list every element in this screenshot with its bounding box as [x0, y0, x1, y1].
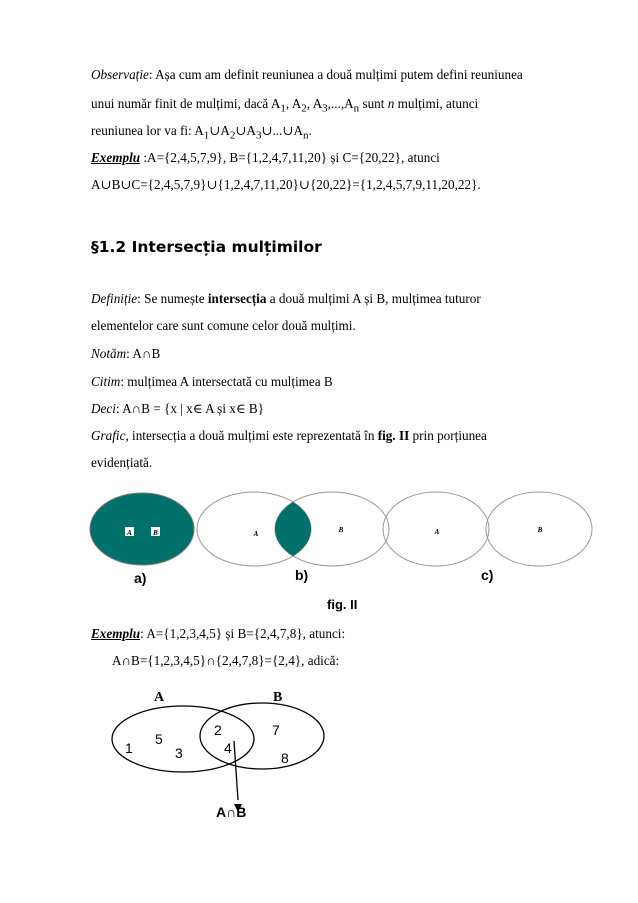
fig-c-caption: c) [481, 567, 494, 583]
ex1-line-1: Exemplu :A={2,4,5,7,9}, B={1,2,4,7,11,20} și C={20,22}, atunci [91, 150, 440, 165]
venn-arrow-line [234, 741, 238, 800]
fig-b-label-b: B [338, 526, 344, 534]
venn-num-7: 7 [272, 722, 280, 738]
fig-c-label-a: A [434, 528, 440, 536]
ex2-line-1: Exemplu: A={1,2,3,4,5} și B={2,4,7,8}, atunci: [91, 626, 346, 641]
ex1-label: Exemplu [91, 150, 141, 165]
venn-num-1: 1 [125, 740, 133, 756]
obs-line-3: reuniunea lor va fi: $A_1\cup A_2\cup A_3\cup...\cup A_n$. [91, 123, 312, 142]
fig-a-label-b: B [153, 529, 158, 537]
fig-a-ellipse [90, 493, 194, 565]
deci-line: Deci: A∩B = {x | x∈ A și x∈ B} [91, 401, 265, 416]
citim-line: Citim: mulțimea A intersectată cu mulțimea B [91, 374, 333, 389]
ex2-label: Exemplu [91, 626, 141, 641]
def-line-1: Definiție: Se numește intersecția a două mulțimi A și B, mulțimea tuturor [91, 291, 481, 306]
venn-num-2: 2 [214, 722, 222, 738]
venn-num-3: 3 [175, 745, 183, 761]
venn-num-4: 4 [224, 740, 232, 756]
grafic-line-1: Grafic, intersecția a două mulțimi este reprezentată în fig. II prin porțiunea [91, 428, 487, 443]
obs-line-1: Observație: Așa cum am definit reuniunea a două mulțimi putem defini reuniunea [91, 67, 523, 82]
obs-line-2: unui număr finit de mulțimi, dacă $A_1$, $A_2$, $A_3,...,A_n$ sunt n mulțimi, atunci [91, 96, 479, 115]
obs-label: Observație [91, 67, 149, 82]
def-line-2: elementelor care sunt comune celor două mulțimi. [91, 318, 356, 333]
fig-b-label-a: A [253, 530, 259, 538]
venn-num-5: 5 [155, 731, 163, 747]
ex2-line-2: A∩B={1,2,3,4,5}∩{2,4,7,8}={2,4}, adică: [112, 653, 340, 668]
venn-set-a [112, 706, 254, 772]
venn-num-8: 8 [281, 750, 289, 766]
fig-c-label-b: B [537, 526, 543, 534]
fig-a-caption: a) [134, 570, 147, 586]
ex1-line-2: A∪B∪C={2,4,5,7,9}∪{1,2,4,7,11,20}∪{20,22}={1,2,4,5,7,9,11,20,22}. [91, 177, 481, 192]
venn-result-label: A∩B [216, 804, 247, 820]
fig-b-caption: b) [295, 567, 309, 583]
fig-caption: fig. II [327, 597, 358, 612]
venn-label-a: A [154, 690, 165, 705]
section-title: §1.2 Intersecția mulțimilor [91, 238, 322, 256]
venn-label-b: B [273, 690, 283, 705]
grafic-line-2: evidențiată. [91, 455, 153, 470]
fig-a-label-a: A [127, 529, 132, 537]
notam-line: Notăm: A∩B [91, 346, 161, 361]
